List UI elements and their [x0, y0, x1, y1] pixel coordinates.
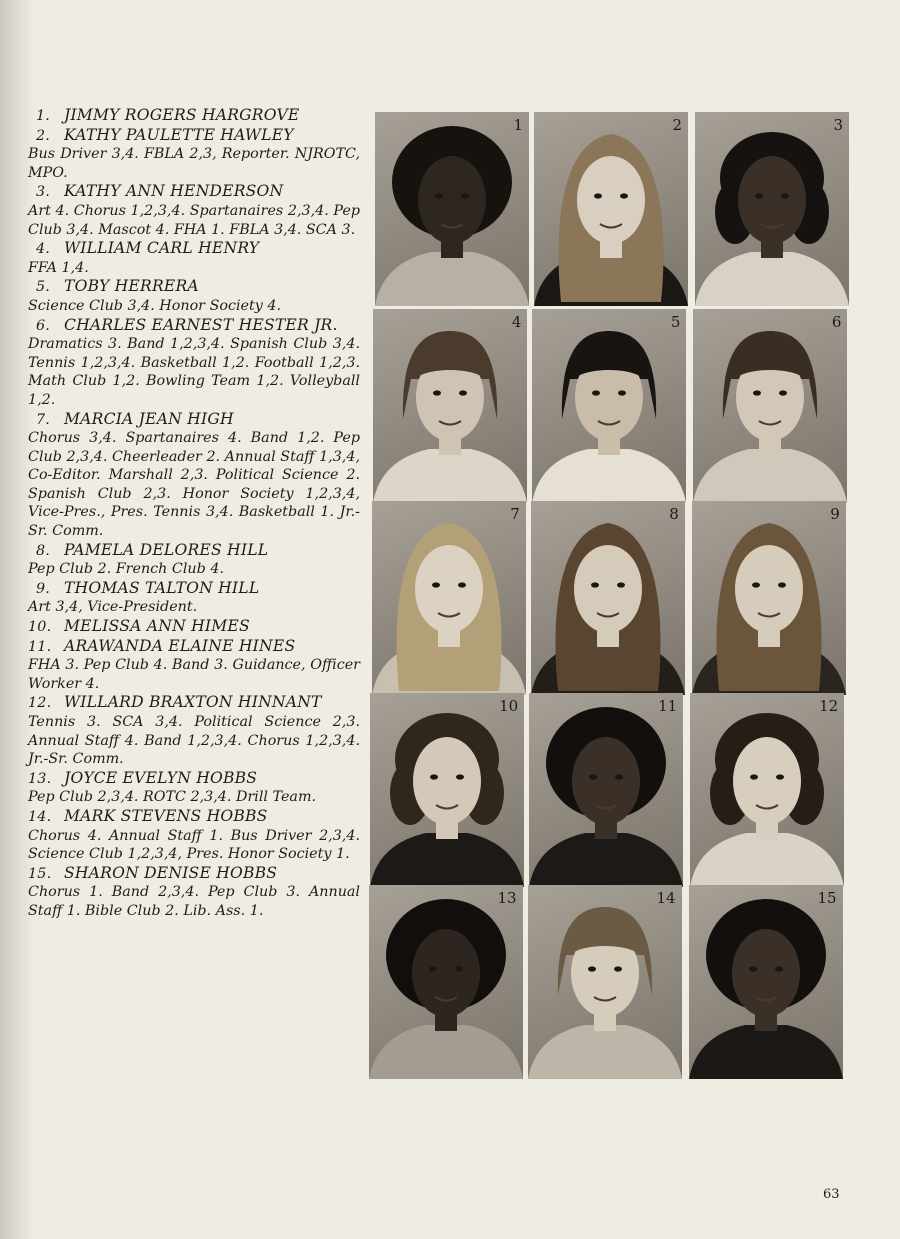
portrait-silhouette [369, 885, 523, 1079]
portrait-silhouette [370, 693, 524, 887]
portrait-number: 5 [670, 313, 681, 331]
senior-name: KATHY ANN HENDERSON [64, 182, 284, 201]
senior-name: JOYCE EVELYN HOBBS [64, 768, 258, 787]
portrait-photo [370, 693, 524, 887]
portrait-number: 15 [817, 889, 837, 907]
senior-entry [28, 126, 360, 183]
senior-activities: Science Club 3,4. Honor Society 4. [28, 297, 282, 314]
senior-activities: Chorus 1. Band 2,3,4. Pep Club 3. Annual Staff 1. Bible Club 2. Lib. Ass. 1. [28, 884, 360, 919]
senior-name-line [28, 316, 360, 336]
entry-number: 10. [28, 619, 52, 636]
portrait-photo [689, 885, 843, 1079]
senior-entry [28, 769, 360, 807]
portrait-silhouette [689, 885, 843, 1079]
senior-name: SHARON DENISE HOBBS [64, 863, 278, 882]
portrait-photo [529, 693, 683, 887]
portrait-number: 12 [819, 697, 839, 715]
portrait-photo [534, 112, 688, 306]
portrait-number: 1 [513, 116, 523, 134]
portrait-number: 3 [833, 116, 843, 134]
senior-name-line [28, 277, 360, 297]
entry-number: 4. [35, 241, 50, 258]
entry-number: 8. [35, 542, 50, 559]
portrait-number: 13 [497, 889, 517, 907]
portrait-silhouette [373, 309, 527, 503]
portrait-photo [375, 112, 529, 306]
portrait-number: 11 [658, 697, 678, 715]
senior-entry [28, 106, 360, 126]
senior-entry [28, 182, 360, 239]
senior-name: MARK STEVENS HOBBS [64, 806, 268, 825]
senior-activities: FFA 1,4. [28, 259, 89, 276]
entry-number: 13. [28, 770, 52, 787]
portrait-photo [369, 885, 523, 1079]
entry-number: 14. [28, 808, 52, 825]
senior-entry [28, 617, 360, 637]
senior-name-line [28, 693, 360, 713]
portrait-silhouette [528, 885, 682, 1079]
senior-activities: Chorus 3,4. Spartanaires 4. Band 1,2. Pep Club 2,3,4. Cheerleader 2. Annual Staff 1,3,4, Co-Editor. Marshall 2,3. Political Science 2. Spanish Club 2,3. Honor Society 1,2,3,4, Vice-Pres., Pres. Tennis 3,4. Basketball 1. Jr.-Sr. Comm. [28, 430, 360, 540]
portrait-photo [531, 501, 685, 695]
senior-name: PAMELA DELORES HILL [64, 540, 269, 559]
entry-number: 7. [35, 411, 50, 428]
senior-entry [28, 864, 360, 921]
senior-name: MELISSA ANN HIMES [64, 617, 250, 636]
portrait-silhouette [690, 693, 844, 887]
senior-entry [28, 277, 360, 315]
senior-activities: Art 4. Chorus 1,2,3,4. Spartanaires 2,3,4. Pep Club 3,4. Mascot 4. FHA 1. FBLA 3,4. SCA 3. [28, 202, 360, 238]
senior-name: JIMMY ROGERS HARGROVE [64, 106, 300, 124]
entry-number: 2. [35, 127, 50, 144]
senior-name-line [28, 807, 360, 827]
senior-name-line [28, 126, 360, 146]
senior-name: KATHY PAULETTE HAWLEY [64, 125, 294, 144]
entry-number: 15. [28, 865, 52, 882]
entry-number: 3. [35, 184, 50, 201]
senior-activities: Art 3,4, Vice-President. [28, 599, 198, 616]
entry-number: 9. [35, 580, 50, 597]
entry-number: 1. [35, 108, 50, 124]
senior-name-line [28, 410, 360, 430]
senior-name: TOBY HERRERA [64, 277, 199, 296]
portrait-silhouette [692, 501, 846, 695]
senior-name-line [28, 617, 360, 637]
portrait-number: 14 [656, 889, 676, 907]
senior-name-line [28, 106, 360, 126]
senior-entry [28, 637, 360, 694]
portrait-silhouette [529, 693, 683, 887]
page-number: 63 [823, 1187, 840, 1202]
senior-name: THOMAS TALTON HILL [64, 578, 260, 597]
senior-name-line [28, 541, 360, 561]
senior-name-line [28, 864, 360, 884]
senior-entry [28, 693, 360, 768]
entry-number: 6. [35, 317, 50, 334]
senior-activities: Dramatics 3. Band 1,2,3,4. Spanish Club 3,4. Tennis 1,2,3,4. Basketball 1,2. Football 1,2,3. Math Club 1,2. Bowling Team 1,2. Volleyball 1,2. [28, 336, 360, 408]
portrait-silhouette [693, 309, 847, 503]
senior-name-line [28, 769, 360, 789]
senior-names-column [28, 106, 360, 921]
senior-entry [28, 807, 360, 864]
portrait-photo [690, 693, 844, 887]
portrait-silhouette [375, 112, 529, 306]
senior-activities: FHA 3. Pep Club 4. Band 3. Guidance, Officer Worker 4. [28, 657, 360, 692]
senior-activities: Pep Club 2. French Club 4. [28, 561, 224, 578]
portrait-photo [372, 501, 526, 695]
portrait-number: 2 [672, 116, 682, 134]
senior-activities: Pep Club 2,3,4. ROTC 2,3,4. Drill Team. [28, 789, 317, 806]
senior-name-line [28, 239, 360, 259]
senior-name: CHARLES EARNEST HESTER JR. [64, 315, 338, 334]
portrait-number: 7 [510, 505, 520, 523]
portrait-number: 8 [669, 505, 679, 523]
senior-activities: Bus Driver 3,4. FBLA 2,3, Reporter. NJROTC, MPO. [28, 146, 360, 181]
portrait-silhouette [695, 112, 849, 306]
senior-name: ARAWANDA ELAINE HINES [64, 636, 296, 655]
portrait-photo [693, 309, 847, 503]
portrait-silhouette [532, 309, 686, 503]
senior-name-line [28, 579, 360, 599]
portrait-photo [692, 501, 846, 695]
portrait-number: 10 [499, 697, 519, 715]
portrait-number: 9 [830, 505, 840, 523]
portrait-silhouette [372, 501, 526, 695]
senior-name-line [28, 182, 360, 202]
portrait-photo [373, 309, 527, 503]
senior-entry [28, 410, 360, 541]
portrait-photo [528, 885, 682, 1079]
senior-activities: Tennis 3. SCA 3,4. Political Science 2,3. Annual Staff 4. Band 1,2,3,4. Chorus 1,2,3,4. Jr.-Sr. Comm. [28, 714, 360, 768]
senior-entry [28, 541, 360, 579]
entry-number: 11. [28, 638, 52, 655]
portrait-photo [532, 309, 686, 503]
senior-name: WILLIAM CARL HENRY [64, 239, 260, 258]
senior-entry [28, 316, 360, 410]
portrait-silhouette [531, 501, 685, 695]
portrait-silhouette [534, 112, 688, 306]
portrait-number: 6 [831, 313, 842, 331]
portrait-photo [695, 112, 849, 306]
senior-name: WILLARD BRAXTON HINNANT [64, 693, 322, 712]
senior-name-line [28, 637, 360, 657]
portrait-number: 4 [511, 313, 522, 331]
senior-entry [28, 239, 360, 277]
senior-name: MARCIA JEAN HIGH [64, 409, 234, 428]
entry-number: 12. [28, 695, 52, 712]
entry-number: 5. [35, 279, 50, 296]
senior-entry [28, 579, 360, 617]
senior-activities: Chorus 4. Annual Staff 1. Bus Driver 2,3,4. Science Club 1,2,3,4, Pres. Honor Society 1. [28, 827, 360, 863]
